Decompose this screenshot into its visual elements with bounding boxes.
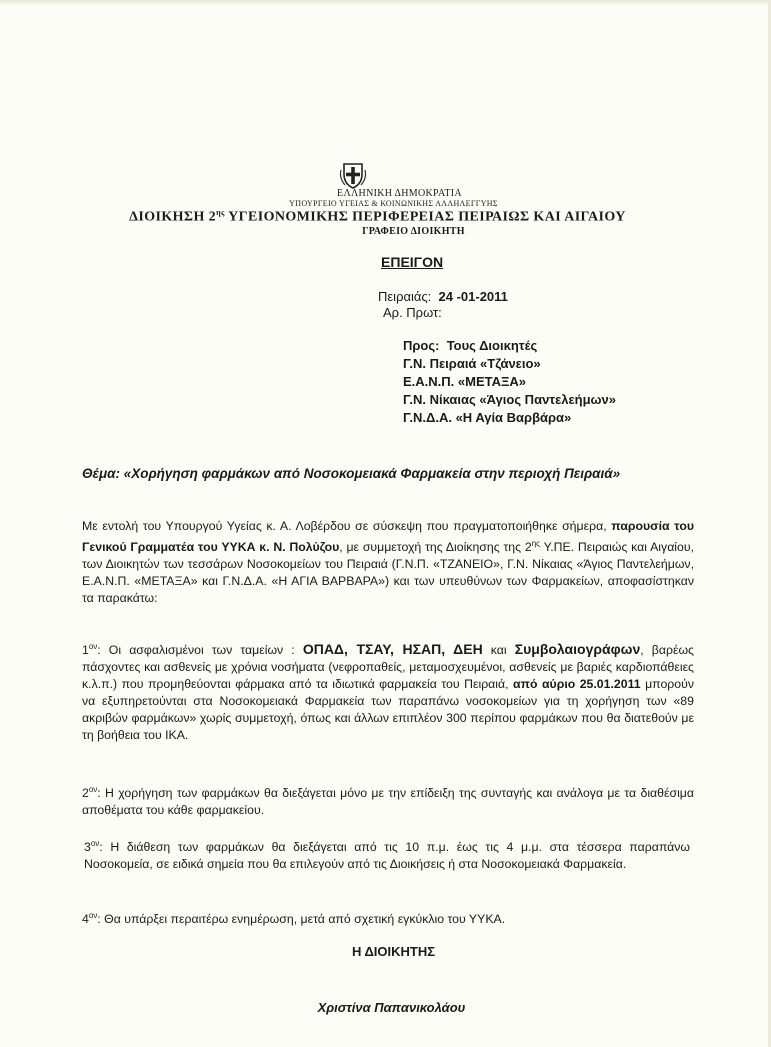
date-line: Πειραιάς: 24 -01-2011 [378,289,508,304]
ministry-line: ΥΠΟΥΡΓΕΙΟ ΥΓΕΙΑΣ & ΚΟΙΝΩΝΙΚΗΣ ΑΛΛΗΛΕΓΓΥΗΣ [289,199,498,208]
recipient-item: Γ.Ν.Δ.Α. «Η Αγία Βαρβάρα» [403,410,572,425]
decision-paragraph-3: $3^{o\nu}$: Η διάθεση των φαρμάκων θα διεξάγεται από τις 10 π.μ. έως τις 4 μ.μ. στα τέσσερα παραπάνω Νοσοκομεία, σε ειδικά σημεία που θα επιλεγούν από τις Διοικήσεις ή στα Νοσοκομειακά Φαρμακεία. [84,839,690,872]
recipient-item: Γ.Ν. Νίκαιας «Άγιος Παντελεήμων» [403,392,617,407]
republic-line: ΕΛΛΗΝΙΚΗ ΔΗΜΟΚΡΑΤΙΑ [337,188,462,199]
recipient-item: Γ.Ν. Πειραιά «Τζάνειο» [403,356,541,371]
recipient-item: Ε.Α.Ν.Π. «ΜΕΤΑΞΑ» [403,374,526,389]
signature-title: Η ΔΙΟΙΚΗΤΗΣ [351,944,436,959]
protocol-line: Αρ. Πρωτ: [383,305,442,320]
subject-line: Θέμα: «Χορήγηση φαρμάκων από Νοσοκομειακά Φαρμακεία στην περιοχή Πειραιά» [82,466,621,481]
directorate-heading: ΔΙΟΙΚΗΣΗ $2^{\eta\varsigma}$ ΥΓΕΙΟΝΟΜΙΚΗΣ ΠΕΡΙΦΕΡΕΙΑΣ ΠΕΙΡΑΙΩΣ ΚΑΙ ΑΙΓΑΙΟΥ [129,208,626,225]
decision-paragraph-4: $4^{o\nu}$: Θα υπάρξει περαιτέρω ενημέρωση, μετά από σχετική εγκύκλιο του ΥΥΚΑ. [82,911,506,927]
scan-edge [0,0,771,6]
urgency-label: ΕΠΕΙΓΟΝ [381,254,444,270]
intro-paragraph: Με εντολή του Υπουργού Υγείας κ. Α. Λοβέρδου σε σύσκεψη που πραγματοποιήθηκε σήμερα, παρουσία του Γενικού Γραμματέα του ΥΥΚΑ κ. Ν. Πολύζου, με συμμετοχή της Διοίκησης της $2^{\eta\varsigma}$ Υ.ΠΕ. Πειραιώς και Αιγαίου, των Διοικητών των τεσσάρων Νοσοκομείων του Πειραιά (Γ.Ν.Π. «ΤΖΑΝΕΙΟ», Γ.Ν. Νίκαιας «Άγιος Παντελεήμων, Ε.Α.Ν.Π. «ΜΕΤΑΞΑ» και Γ.Ν.Δ.Α. «Η ΑΓΙΑ ΒΑΡΒΑΡΑ») και των υπευθύνων των Φαρμακείων, αποφασίστηκαν τα παρακάτω: [82,519,695,606]
decision-paragraph-2: $2^{o\nu}$: Η χορήγηση των φαρμάκων θα διεξάγεται μόνο με την επίδειξη της συνταγής και ανάλογα με τα διαθέσιμα αποθέματα του κάθε φαρμακείου. [82,785,694,818]
hellenic-republic-emblem-icon [338,160,368,190]
office-line: ΓΡΑΦΕΙΟ ΔΙΟΙΚΗΤΗ [362,226,465,237]
recipient-to: Προς: Τους Διοικητές [403,338,538,353]
decision-paragraph-1: $1^{o\nu}$: Οι ασφαλισμένοι των ταμείων : ΟΠΑΔ, ΤΣΑΥ, ΗΣΑΠ, ΔΕΗ και Συμβολαιογράφων, βαρέως πάσχοντες και ασθενείς με χρόνια νοσήματα (νεφροπαθείς, μεταμοσχευμένοι, ασθενείς με βαριές καρδιοπάθειες κ.λ.π.) που προμηθεύονται φάρμακα από τα ιδιωτικά φαρμακεία του Πειραιά, από αύριο 25.01.2011 μπορούν να εξυπηρετούνται στα Νοσοκομειακά Φαρμακεία των παραπάνω νοσοκομείων για τη χορήγηση των «89 ακριβών φαρμάκων» χωρίς συμμετοχή, όπως και άλλων επιπλέον 300 περίπου φαρμάκων που θα διατεθούν με τη βοήθεια του ΙΚΑ. [82,641,695,743]
signature-name: Χριστίνα Παπανικολάου [317,1000,466,1015]
